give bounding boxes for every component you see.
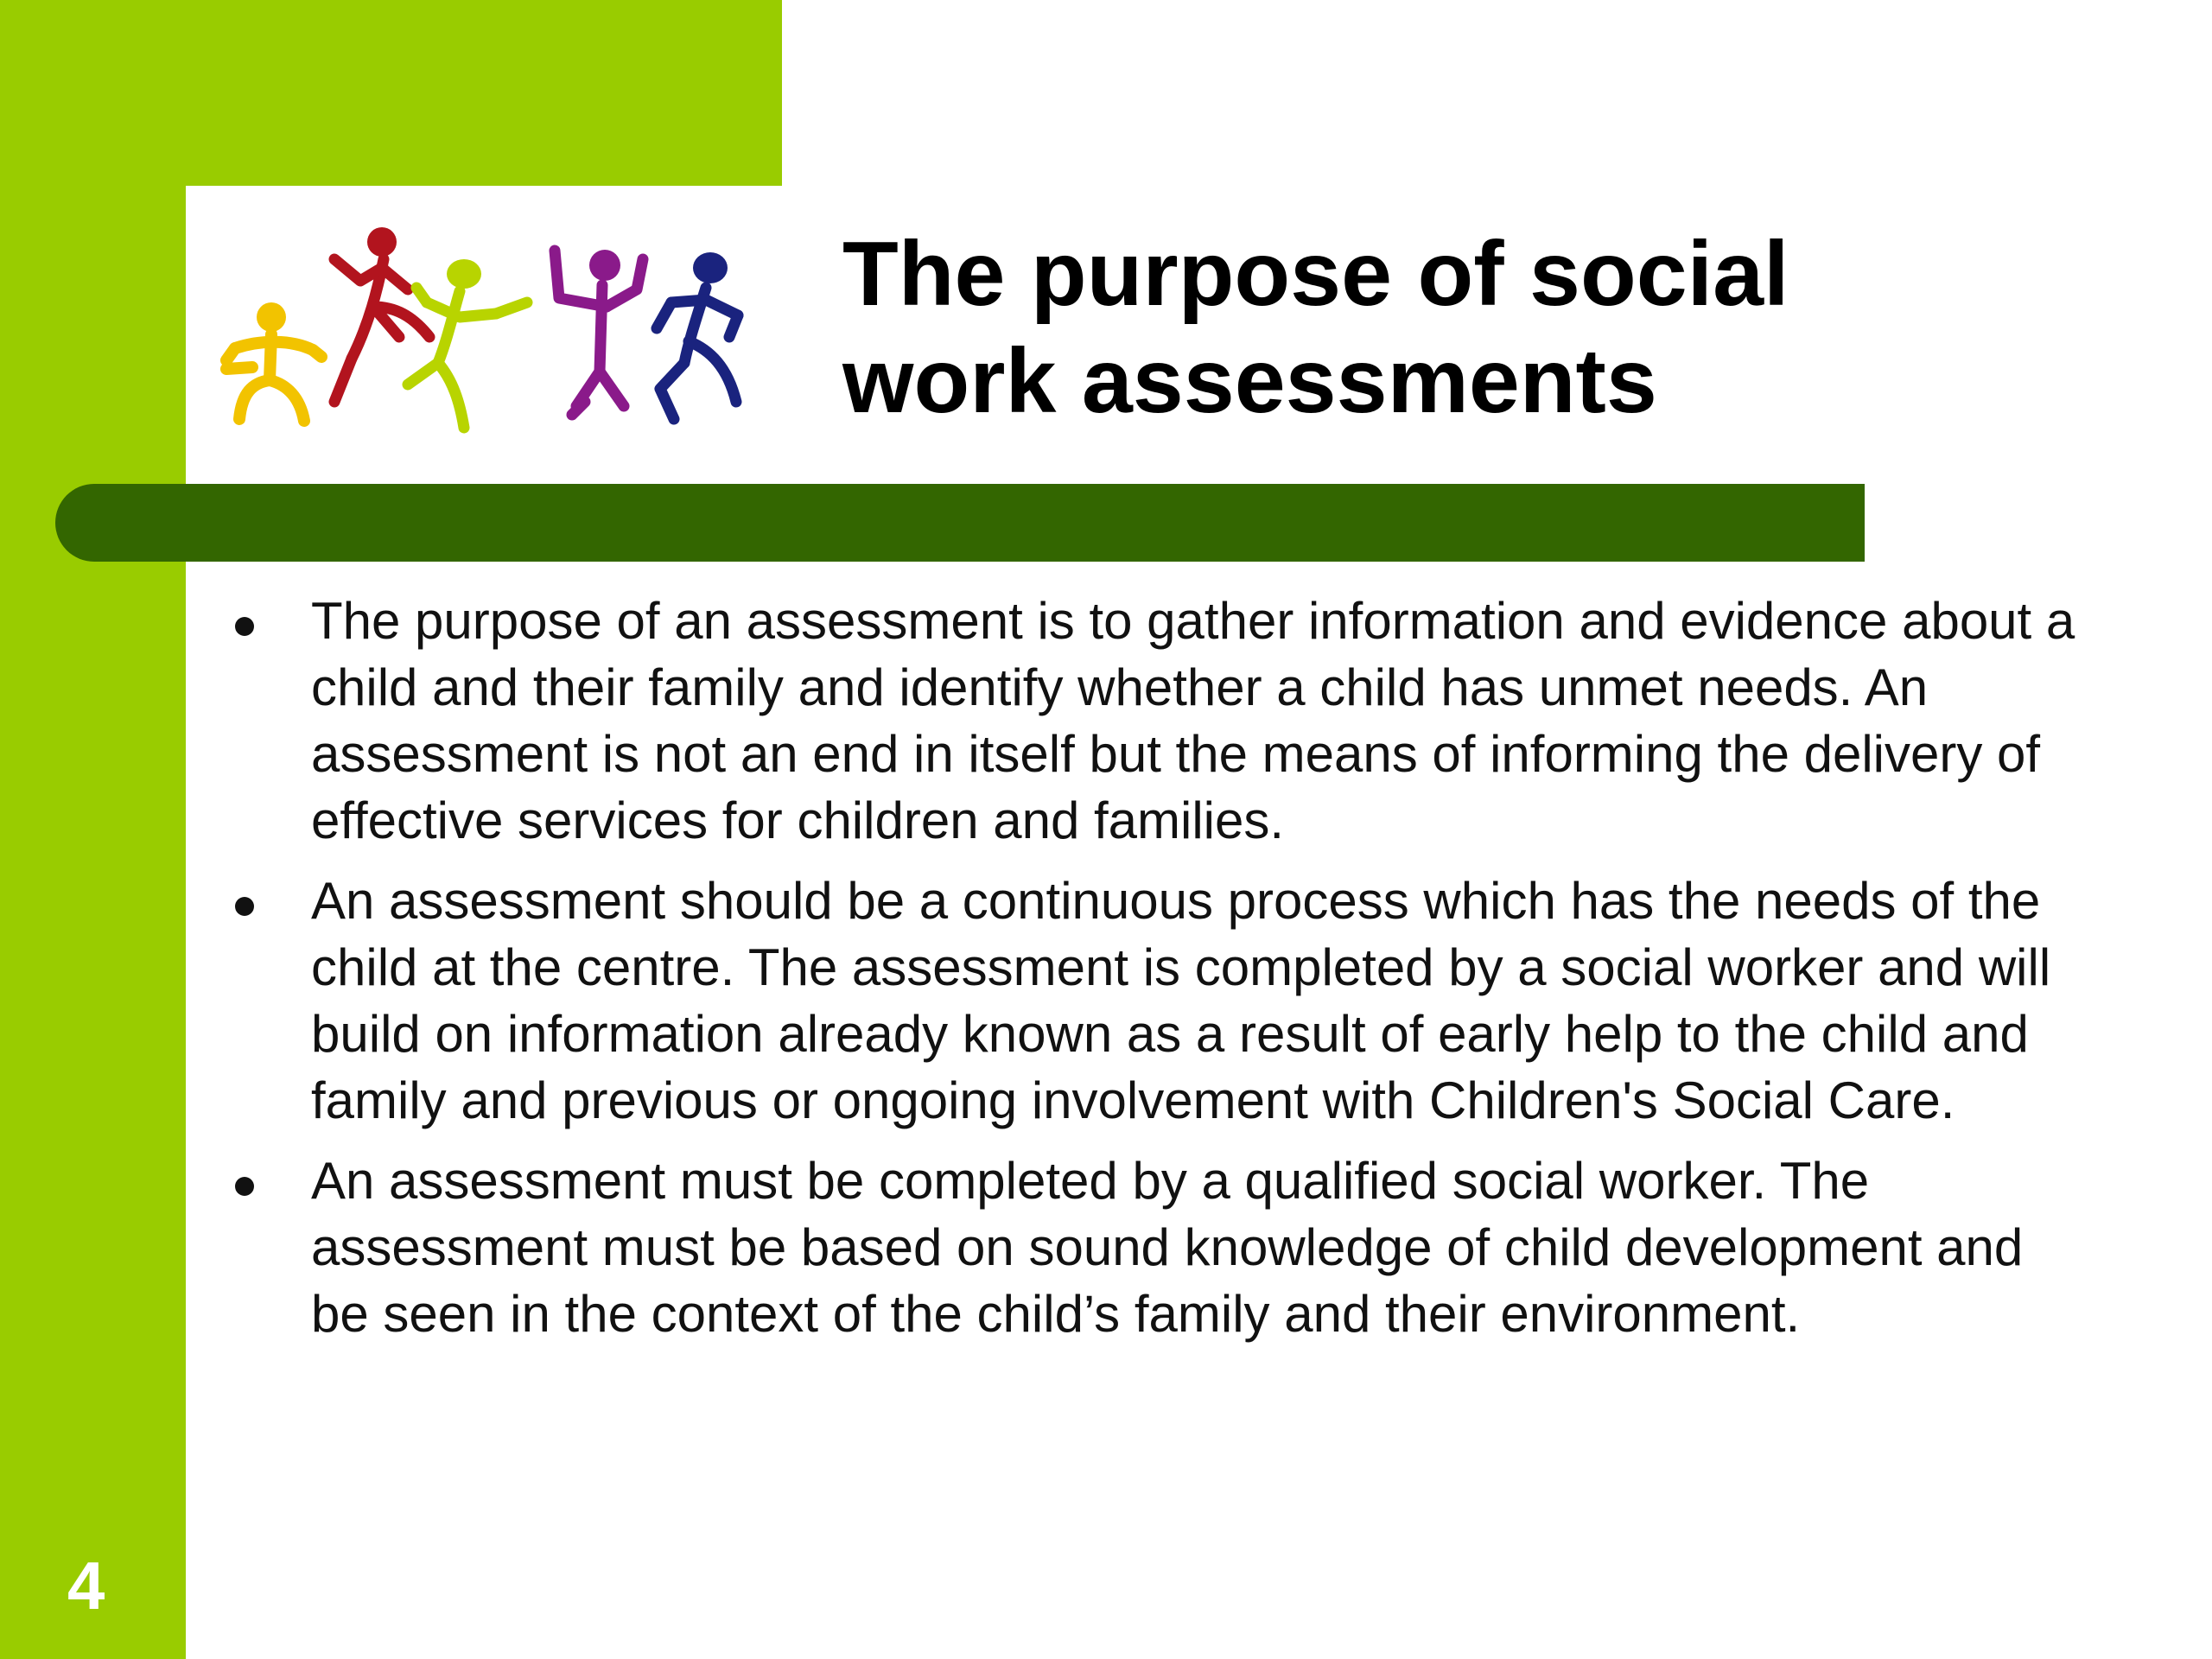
green-sidebar (0, 0, 186, 1659)
bullet-icon (235, 617, 254, 636)
dancing-children-logo-icon (200, 220, 797, 436)
bullet-list (199, 588, 2082, 1361)
lime-figure-icon (408, 259, 527, 428)
bullet-item (199, 588, 2082, 854)
yellow-figure-icon (226, 302, 321, 421)
slide-title: The purpose of social work assessments (842, 223, 1789, 432)
bullet-icon (235, 1177, 254, 1196)
navy-figure-icon (657, 252, 738, 419)
bullet-text: An assessment should be a continuous process which has the needs of the child at the centre. The assessment is completed by a social worker and will build on information already known as a result of early help to the child and family and previous or ongoing involvement with Children's Social Care. (311, 872, 2051, 1129)
purple-figure-icon (555, 250, 643, 415)
bullet-text: The purpose of an assessment is to gather information and evidence about a child and their family and identify whether a child has unmet needs. An assessment is not an end in itself but the means of informing the delivery of effective services for children and families. (311, 592, 2075, 849)
slide-number: 4 (67, 1548, 105, 1624)
bullet-item (199, 1147, 2082, 1347)
bullet-item (199, 868, 2082, 1134)
green-top-block (0, 0, 782, 186)
top-white-area (782, 0, 2212, 186)
bullet-text: An assessment must be completed by a qualified social worker. The assessment must be based on sound knowledge of child development and be seen in the context of the child’s family and their environment. (311, 1152, 2024, 1343)
title-divider-bar (55, 484, 1865, 562)
bullet-icon (235, 897, 254, 916)
